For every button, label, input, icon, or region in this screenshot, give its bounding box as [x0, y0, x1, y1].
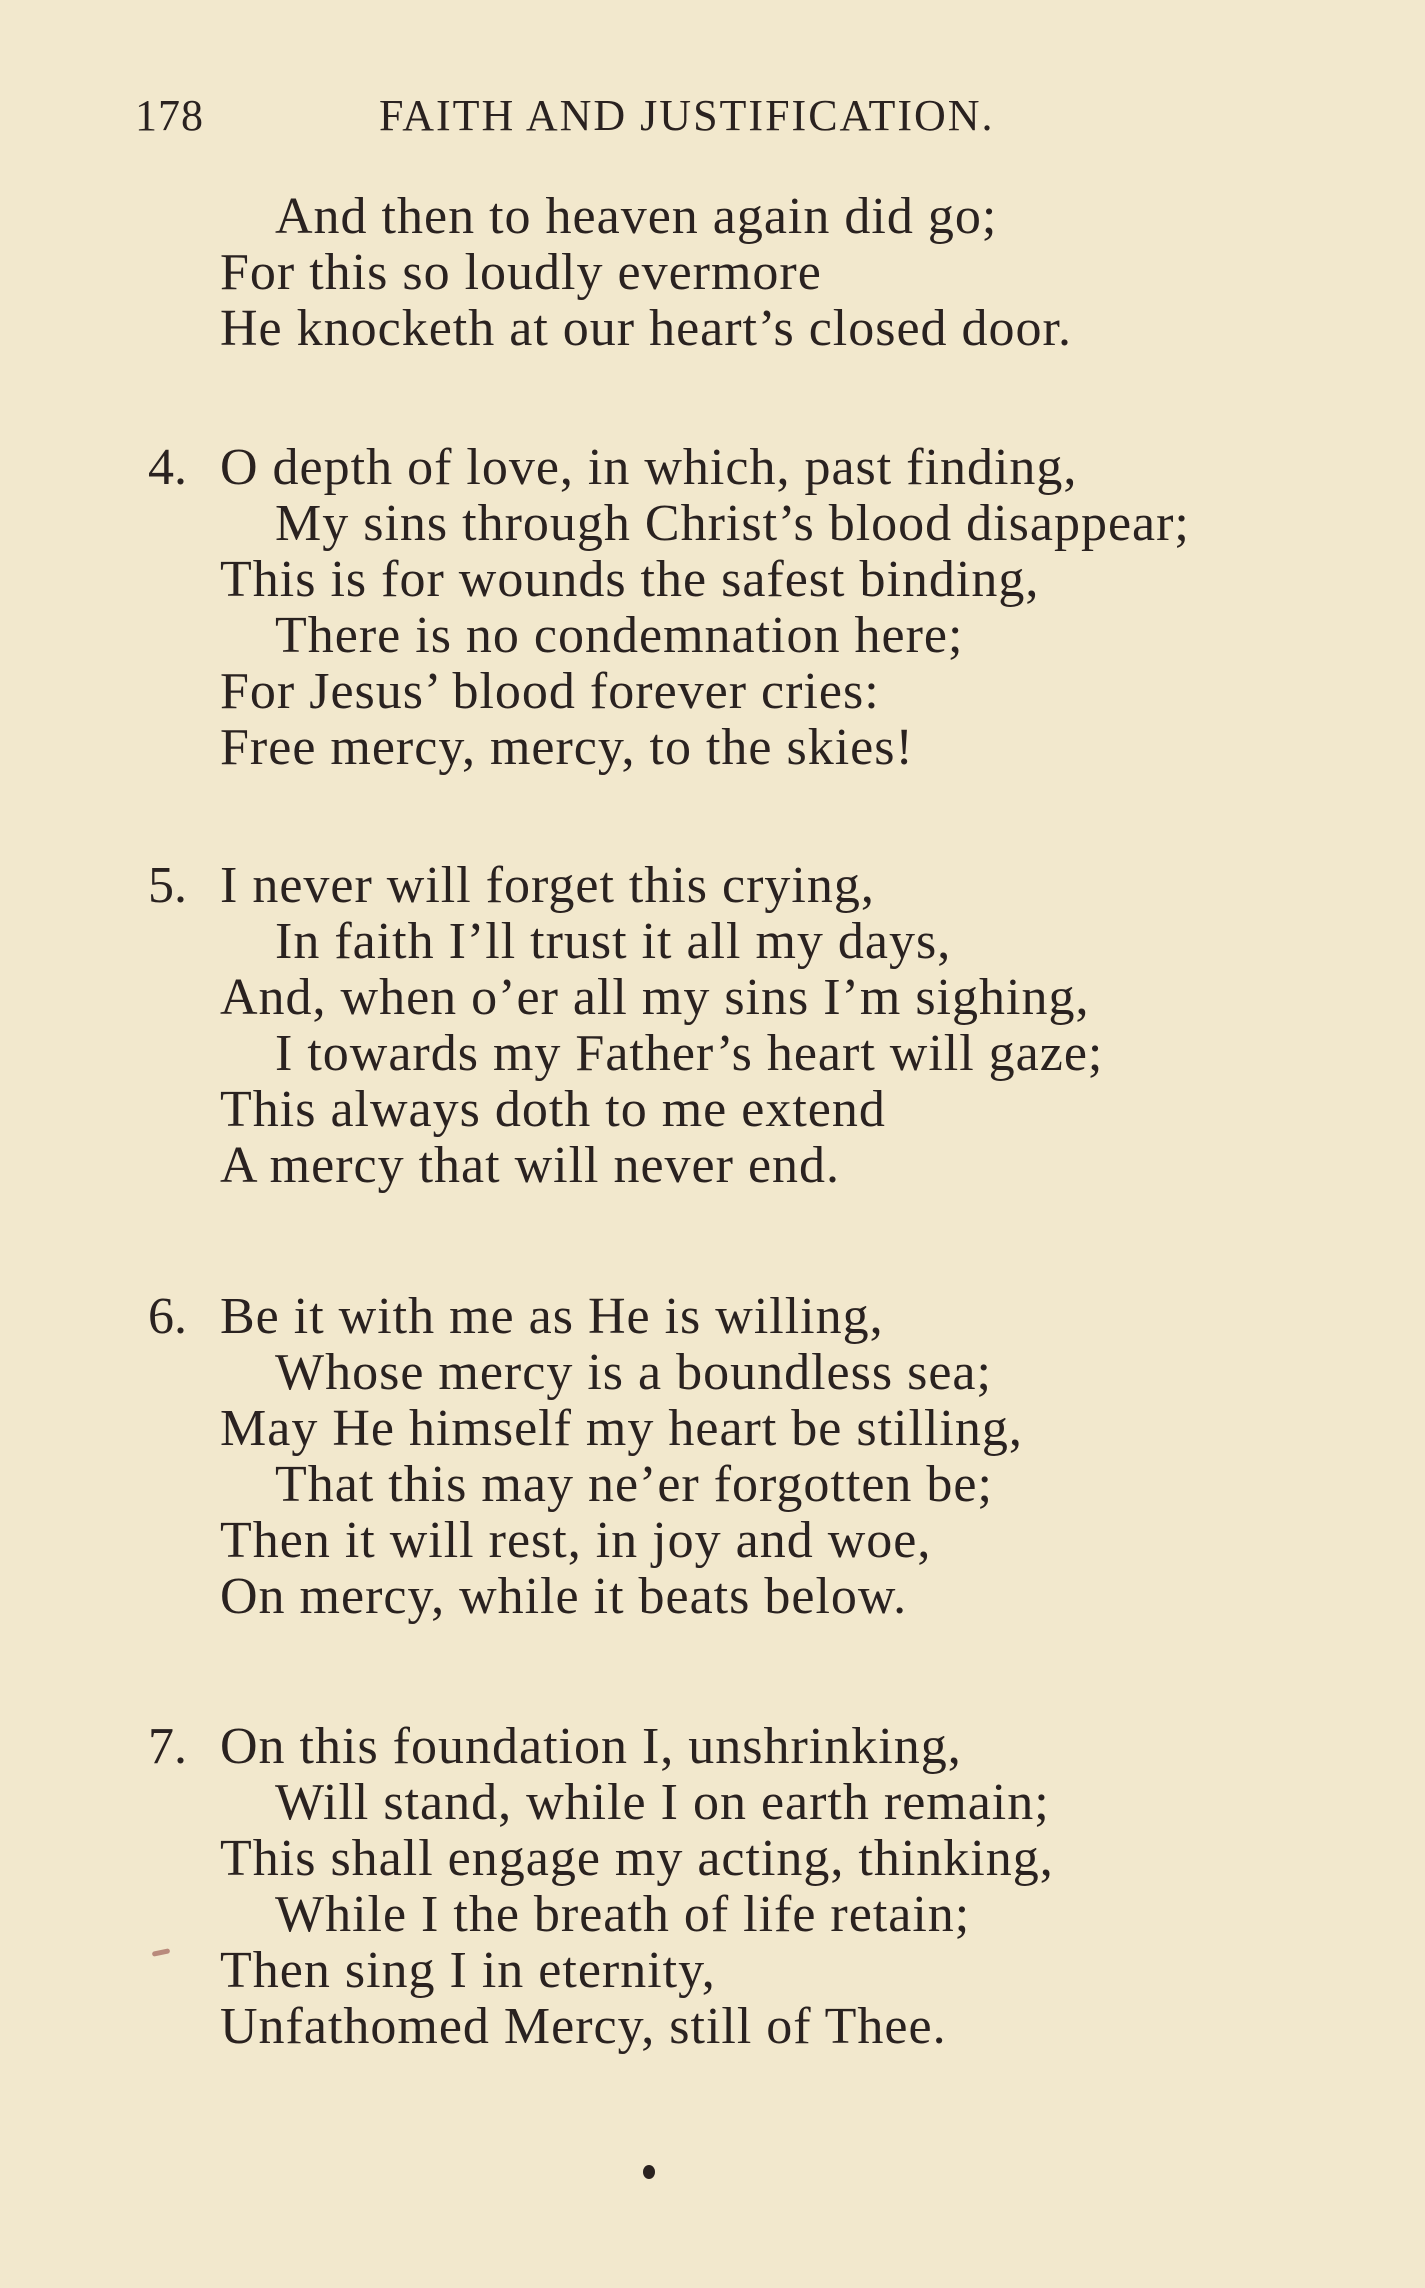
hymn-line: This is for wounds the safest binding,	[220, 551, 1040, 608]
hymn-line: And, when o’er all my sins I’m sighing,	[220, 969, 1090, 1026]
hymn-line: My sins through Christ’s blood disappear;	[275, 495, 1190, 552]
hymn-line: May He himself my heart be stilling,	[220, 1400, 1023, 1457]
page-number: 178	[135, 91, 204, 140]
hymn-line: For Jesus’ blood forever cries:	[220, 663, 880, 720]
hymn-line: While I the breath of life retain;	[275, 1886, 971, 1943]
printer-dot	[643, 2165, 655, 2179]
hymn-line: I towards my Father’s heart will gaze;	[275, 1025, 1104, 1082]
hymn-line: I never will forget this crying,	[220, 857, 875, 914]
hymn-line: That this may ne’er forgotten be;	[275, 1456, 993, 1513]
hymn-line: O depth of love, in which, past finding,	[220, 439, 1078, 496]
hymn-line: This shall engage my acting, thinking,	[220, 1830, 1054, 1887]
hymn-line: On mercy, while it beats below.	[220, 1568, 908, 1625]
hymn-line: This always doth to me extend	[220, 1081, 886, 1138]
hymn-line: A mercy that will never end.	[220, 1137, 841, 1194]
hymn-line: Then sing I in eternity,	[220, 1942, 716, 1999]
running-title: FAITH AND JUSTIFICATION.	[379, 91, 995, 140]
hymn-line: Unfathomed Mercy, still of Thee.	[220, 1998, 947, 2055]
hymn-line: On this foundation I, unshrinking,	[220, 1718, 962, 1775]
hymn-line: He knocketh at our heart’s closed door.	[220, 300, 1072, 357]
hymn-line: For this so loudly evermore	[220, 244, 822, 301]
stanza-number: 4.	[148, 439, 187, 496]
hymn-line: There is no condemnation here;	[275, 607, 964, 664]
hymn-line: In faith I’ll trust it all my days,	[275, 913, 952, 970]
hymn-line: And then to heaven again did go;	[275, 188, 998, 245]
hymn-line: Free mercy, mercy, to the skies!	[220, 719, 914, 776]
hymn-line: Whose mercy is a boundless sea;	[275, 1344, 992, 1401]
ink-mark	[152, 1948, 171, 1957]
stanza-number: 7.	[148, 1718, 187, 1775]
stanza-number: 6.	[148, 1288, 187, 1345]
hymn-line: Will stand, while I on earth remain;	[275, 1774, 1050, 1831]
hymn-line: Be it with me as He is willing,	[220, 1288, 884, 1345]
hymn-line: Then it will rest, in joy and woe,	[220, 1512, 932, 1569]
stanza-number: 5.	[148, 857, 187, 914]
